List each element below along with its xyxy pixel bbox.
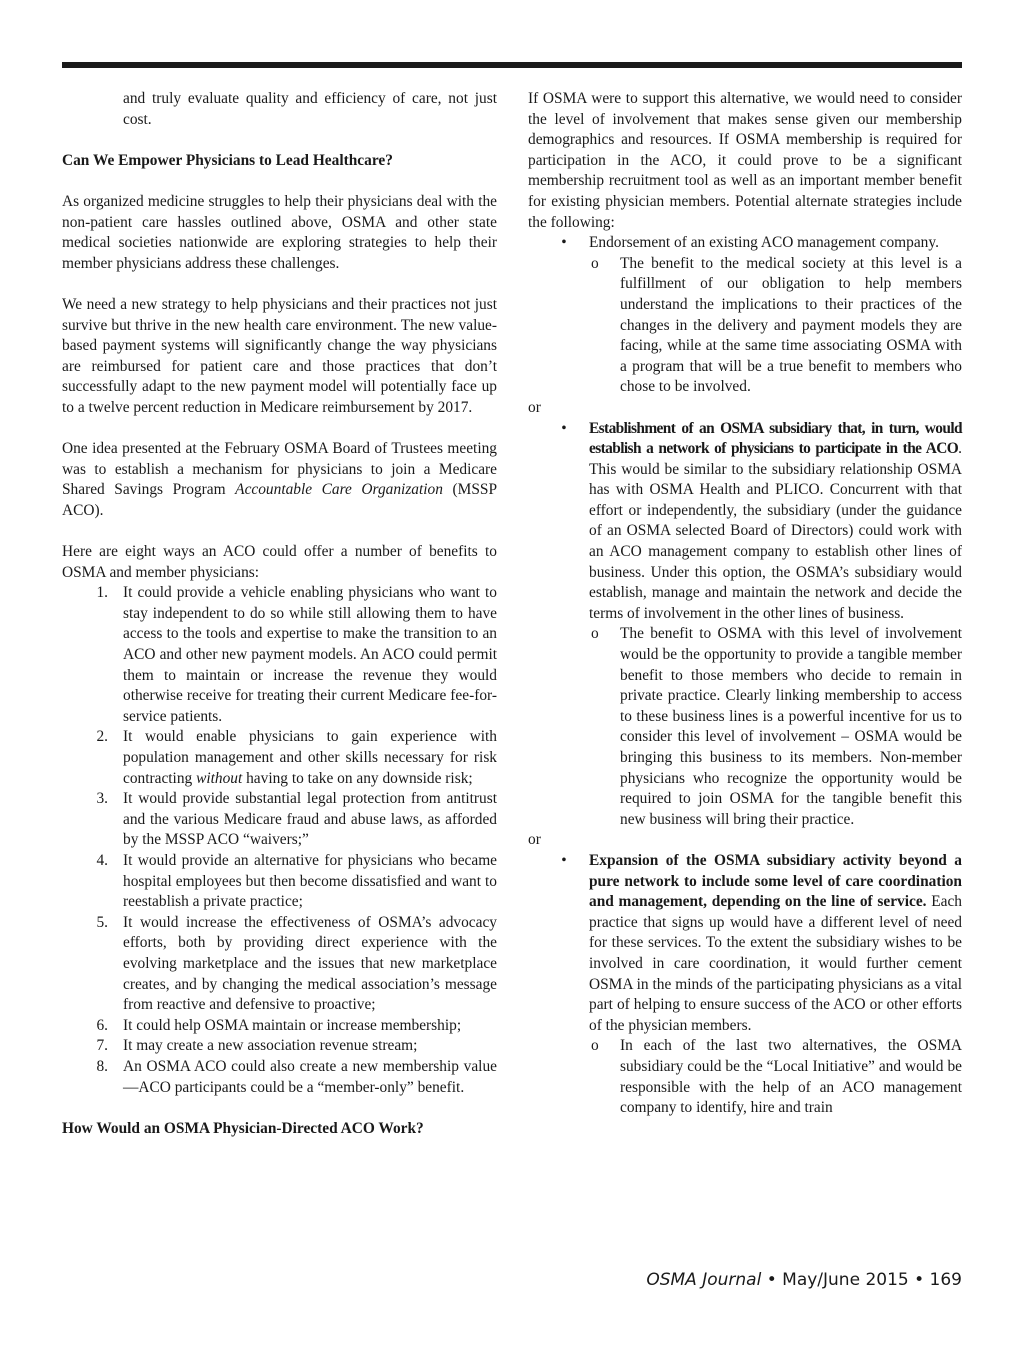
paragraph-organized-medicine: As organized medicine struggles to help their physicians deal with the non-patient care hassles outlined above, OSMA and other state medical societies nationwide are exploring strategies to help their member physicians address these challenges. [62,192,497,272]
paragraph-new-strategy: We need a new strategy to help physicians and their practices not just survive but thrive in the new health care environment. The new value-based payment systems will significantly change the way physicians are reimbursed for patient care and those practices that don’t successfully adapt to the new payment model will potentially face up to a twelve percent reduction in Medicare reimbursement by 2017. [62,295,497,416]
top-rule [62,62,962,68]
list-item: 7. It may create a new association revenue stream; [96,1037,418,1055]
right-column [528,89,962,1119]
sub-bullet-endorsement-benefit: o The benefit to the medical society at this level is a fulfillment of our obligation to help members understand the implications to their practices of the changes in the delivery and payment models they are facing, while at the same time associating OSMA with a program that will be a true benefit to members who chose to be involved. [591,254,962,396]
left-column [62,89,497,1139]
page-footer [646,1270,962,1290]
benefits-list [62,583,497,1098]
list-item: 5. It would increase the effectiveness of OSMA’s advocacy efforts, both by providing direct experience with the evolving marketplace and the issues that new marketplace creates, and by changing the medical association’s message from reactive and defensive to proactive; [96,913,497,1014]
paragraph-support-alternative: If OSMA were to support this alternative, we would need to consider the level of involvement that makes sense given our membership demographics and resources. If OSMA membership is required for participation in the ACO, it could prove to be a significant membership recruitment tool as well as an important member benefit for existing physician members. Potential alternate strategies include the following: [528,90,962,231]
list-item: 1. It could provide a vehicle enabling physicians who want to stay independent to do so while still allowing them to have access to the tools and expertise to make the transition to an ACO and other new payment models. An ACO could permit them to maintain or increase the revenue they would otherwise receive for treating their current Medicare fee-for-service patients. [96,584,497,725]
issue-date: • May/June 2015 • [761,1270,930,1290]
list-item: 3. It would provide substantial legal protection from antitrust and the various Medicare fraud and abuse laws, as afforded by the MSSP ACO “waivers;” [96,790,497,849]
section-heading-empower: Can We Empower Physicians to Lead Healthcare? [62,151,393,169]
section-heading-aco-work: How Would an OSMA Physician-Directed ACO Work? [62,1119,424,1137]
bullet-expansion: • Expansion of the OSMA subsidiary activity beyond a pure network to include some level of care coordination and management, depending on the line of service. Each practice that signs up would have a different level of need for these services. To the extent the subsidiary wishes to be involved in care coordination, it would further cement OSMA in the minds of the participating physicians as a vital part of helping to ensure success of the ACO or other efforts of the physician members. [561,851,963,1034]
list-item: 8. An OSMA ACO could also create a new membership value—ACO participants could be a “member-only” benefit. [96,1057,497,1096]
paragraph-continued: and truly evaluate quality and efficiency of care, not just cost. [123,90,497,128]
list-item: 6. It could help OSMA maintain or increase membership; [96,1016,462,1034]
list-item: 4. It would provide an alternative for physicians who became hospital employees but then become dissatisfied and want to reestablish a private practice; [96,851,497,911]
or-separator: or [528,398,541,416]
paragraph-board-idea: One idea presented at the February OSMA Board of Trustees meeting was to establish a mechanism for physicians to join a Medicare Shared Savings Program Accountable Care Organization (MSSP ACO). [62,440,498,519]
paragraph-eight-ways: Here are eight ways an ACO could offer a number of benefits to OSMA and member physicians: [62,543,497,581]
page-number: 169 [929,1270,962,1290]
or-separator: or [528,831,541,849]
journal-name: OSMA Journal [646,1270,762,1290]
bullet-endorsement: • Endorsement of an existing ACO management company. [561,234,939,252]
sub-bullet-subsidiary-benefit: o The benefit to OSMA with this level of involvement would be the opportunity to provide a tangible member benefit to those members who decide to remain in private practice. Clearly linking membership to access to these business lines is a powerful incentive for us to consider this level of involvement – OSMA would be bringing this business to its members. Non-member physicians who recognize the opportunity would be required to join OSMA for the tangible benefit this new business will bring their practice. [591,625,962,828]
sub-bullet-local-initiative: o In each of the last two alternatives, the OSMA subsidiary could be the “Local Initiative” and would be responsible with the help of an ACO management company to identify, hire and train [591,1037,962,1117]
list-item: 2. It would enable physicians to gain experience with population management and other skills necessary for risk contracting without having to take on any downside risk; [96,728,497,787]
bullet-subsidiary: • Establishment of an OSMA subsidiary that, in turn, would establish a network of physicians to participate in the ACO. This would be similar to the subsidiary relationship OSMA has with OSMA Health and PLICO. Concurrent with that effort or independently, the subsidiary (under the guidance of an OSMA selected Board of Directors) could work with an ACO management company to establish other lines of business. Under this option, the OSMA’s subsidiary would establish, manage and maintain the network and decide the terms of involvement in the other lines of business. [561,419,962,622]
